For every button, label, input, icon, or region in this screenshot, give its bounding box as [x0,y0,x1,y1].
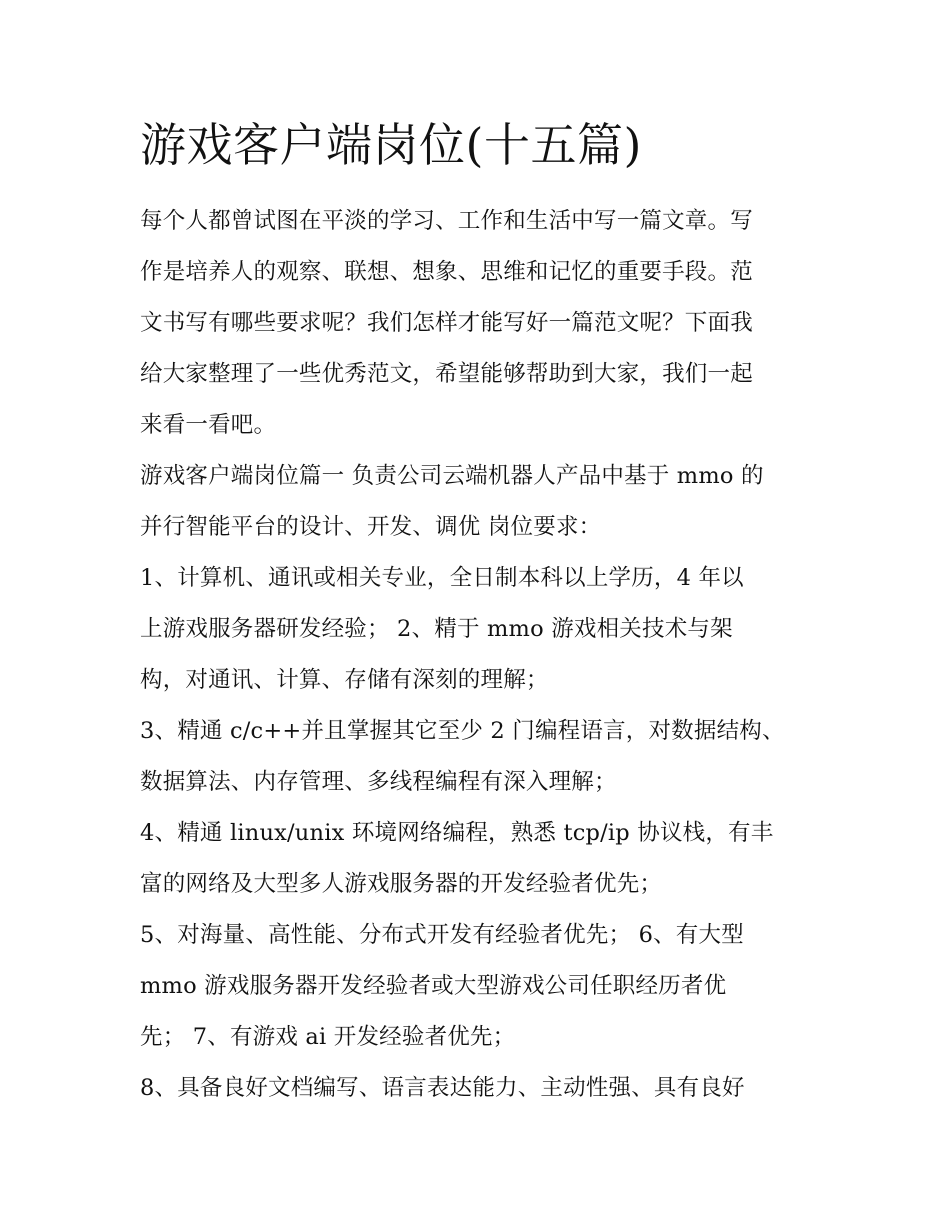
paragraph-line: 上游戏服务器研发经验； 2、精于 mmo 游戏相关技术与架 [140,616,733,642]
document-title: 游戏客户端岗位(十五篇) [140,118,642,172]
paragraph-line: 8、具备良好文档编写、语言表达能力、主动性强、具有良好 [140,1075,745,1101]
paragraph-line: 每个人都曾试图在平淡的学习、工作和生活中写一篇文章。写 [140,208,753,234]
paragraph-line: 构，对通讯、计算、存储有深刻的理解； [140,667,549,693]
paragraph-line: 数据算法、内存管理、多线程编程有深入理解； [140,769,617,795]
paragraph-line: mmo 游戏服务器开发经验者或大型游戏公司任职经历者优 [140,973,727,999]
paragraph-line: 1、计算机、通讯或相关专业，全日制本科以上学历，4 年以 [140,565,744,591]
paragraph-line: 作是培养人的观察、联想、想象、思维和记忆的重要手段。范 [140,259,753,285]
paragraph-line: 游戏客户端岗位篇一 负责公司云端机器人产品中基于 mmo 的 [140,463,764,489]
paragraph-line: 并行智能平台的设计、开发、调优 岗位要求： [140,514,602,540]
paragraph-line: 富的网络及大型多人游戏服务器的开发经验者优先； [140,871,663,897]
paragraph-line: 5、对海量、高性能、分布式开发有经验者优先； 6、有大型 [140,922,744,948]
paragraph-line: 3、精通 c/c++并且掌握其它至少 2 门编程语言，对数据结构、 [140,718,785,744]
paragraph-line: 4、精通 linux/unix 环境网络编程，熟悉 tcp/ip 协议栈，有丰 [140,820,774,846]
paragraph-line: 来看一看吧。 [140,412,277,438]
paragraph-line: 文书写有哪些要求呢？我们怎样才能写好一篇范文呢？下面我 [140,310,753,336]
paragraph-line: 先； 7、有游戏 ai 开发经验者优先； [140,1024,516,1050]
paragraph-line: 给大家整理了一些优秀范文，希望能够帮助到大家，我们一起 [140,361,753,387]
